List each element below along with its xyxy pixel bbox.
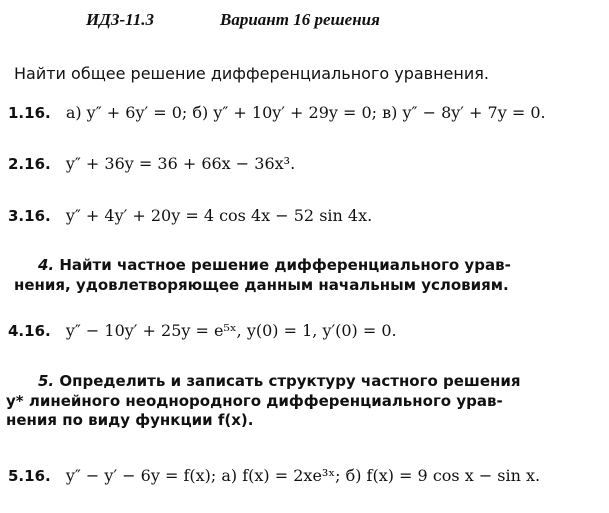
problem-5-equation: y″ − y′ − 6y = f(x); а) f(x) = 2xe³ˣ; б) f(x) = 9 cos x − sin x. [65,466,541,485]
section1-instruction: Найти общее решение дифференциального уравнения. [14,64,489,83]
section5-task-number: 5. [38,372,55,390]
problem-2 [8,156,295,172]
problem-4 [8,323,397,339]
section5-line3: нения по виду функции f(x). [6,411,254,429]
assignment-title: ИДЗ-11.3 [86,10,154,29]
problem-4-number: 4.16. [8,322,51,340]
section4-task-number: 4. [38,256,55,274]
problem-3-equation: y″ + 4y′ + 20y = 4 cos 4x − 52 sin 4x. [65,206,373,225]
section4-line1 [38,258,511,273]
problem-1-equations: а) y″ + 6y′ = 0; б) y″ + 10y′ + 29y = 0; в) y″ − 8y′ + 7y = 0. [65,103,546,122]
problem-3 [8,208,372,224]
page-header [0,10,609,38]
problem-1 [8,105,546,121]
section4-line1-text: Найти частное решение дифференциального урав- [59,256,511,274]
problem-4-equation: y″ − 10y′ + 25y = e⁵ˣ, y(0) = 1, y′(0) = 0. [65,321,397,340]
section4-line2: нения, удовлетворяющее данным начальным условиям. [14,276,509,294]
problem-3-number: 3.16. [8,207,51,225]
problem-1-number: 1.16. [8,104,51,122]
problem-5-number: 5.16. [8,467,51,485]
variant-title: Вариант 16 решения [220,10,380,29]
section5-line1 [38,374,521,389]
section5-line2: y* линейного неоднородного дифференциального урав- [6,392,503,410]
problem-2-number: 2.16. [8,155,51,173]
problem-5 [8,468,540,484]
problem-2-equation: y″ + 36y = 36 + 66x − 36x³. [65,154,296,173]
section5-line1-text: Определить и записать структуру частного решения [59,372,521,390]
